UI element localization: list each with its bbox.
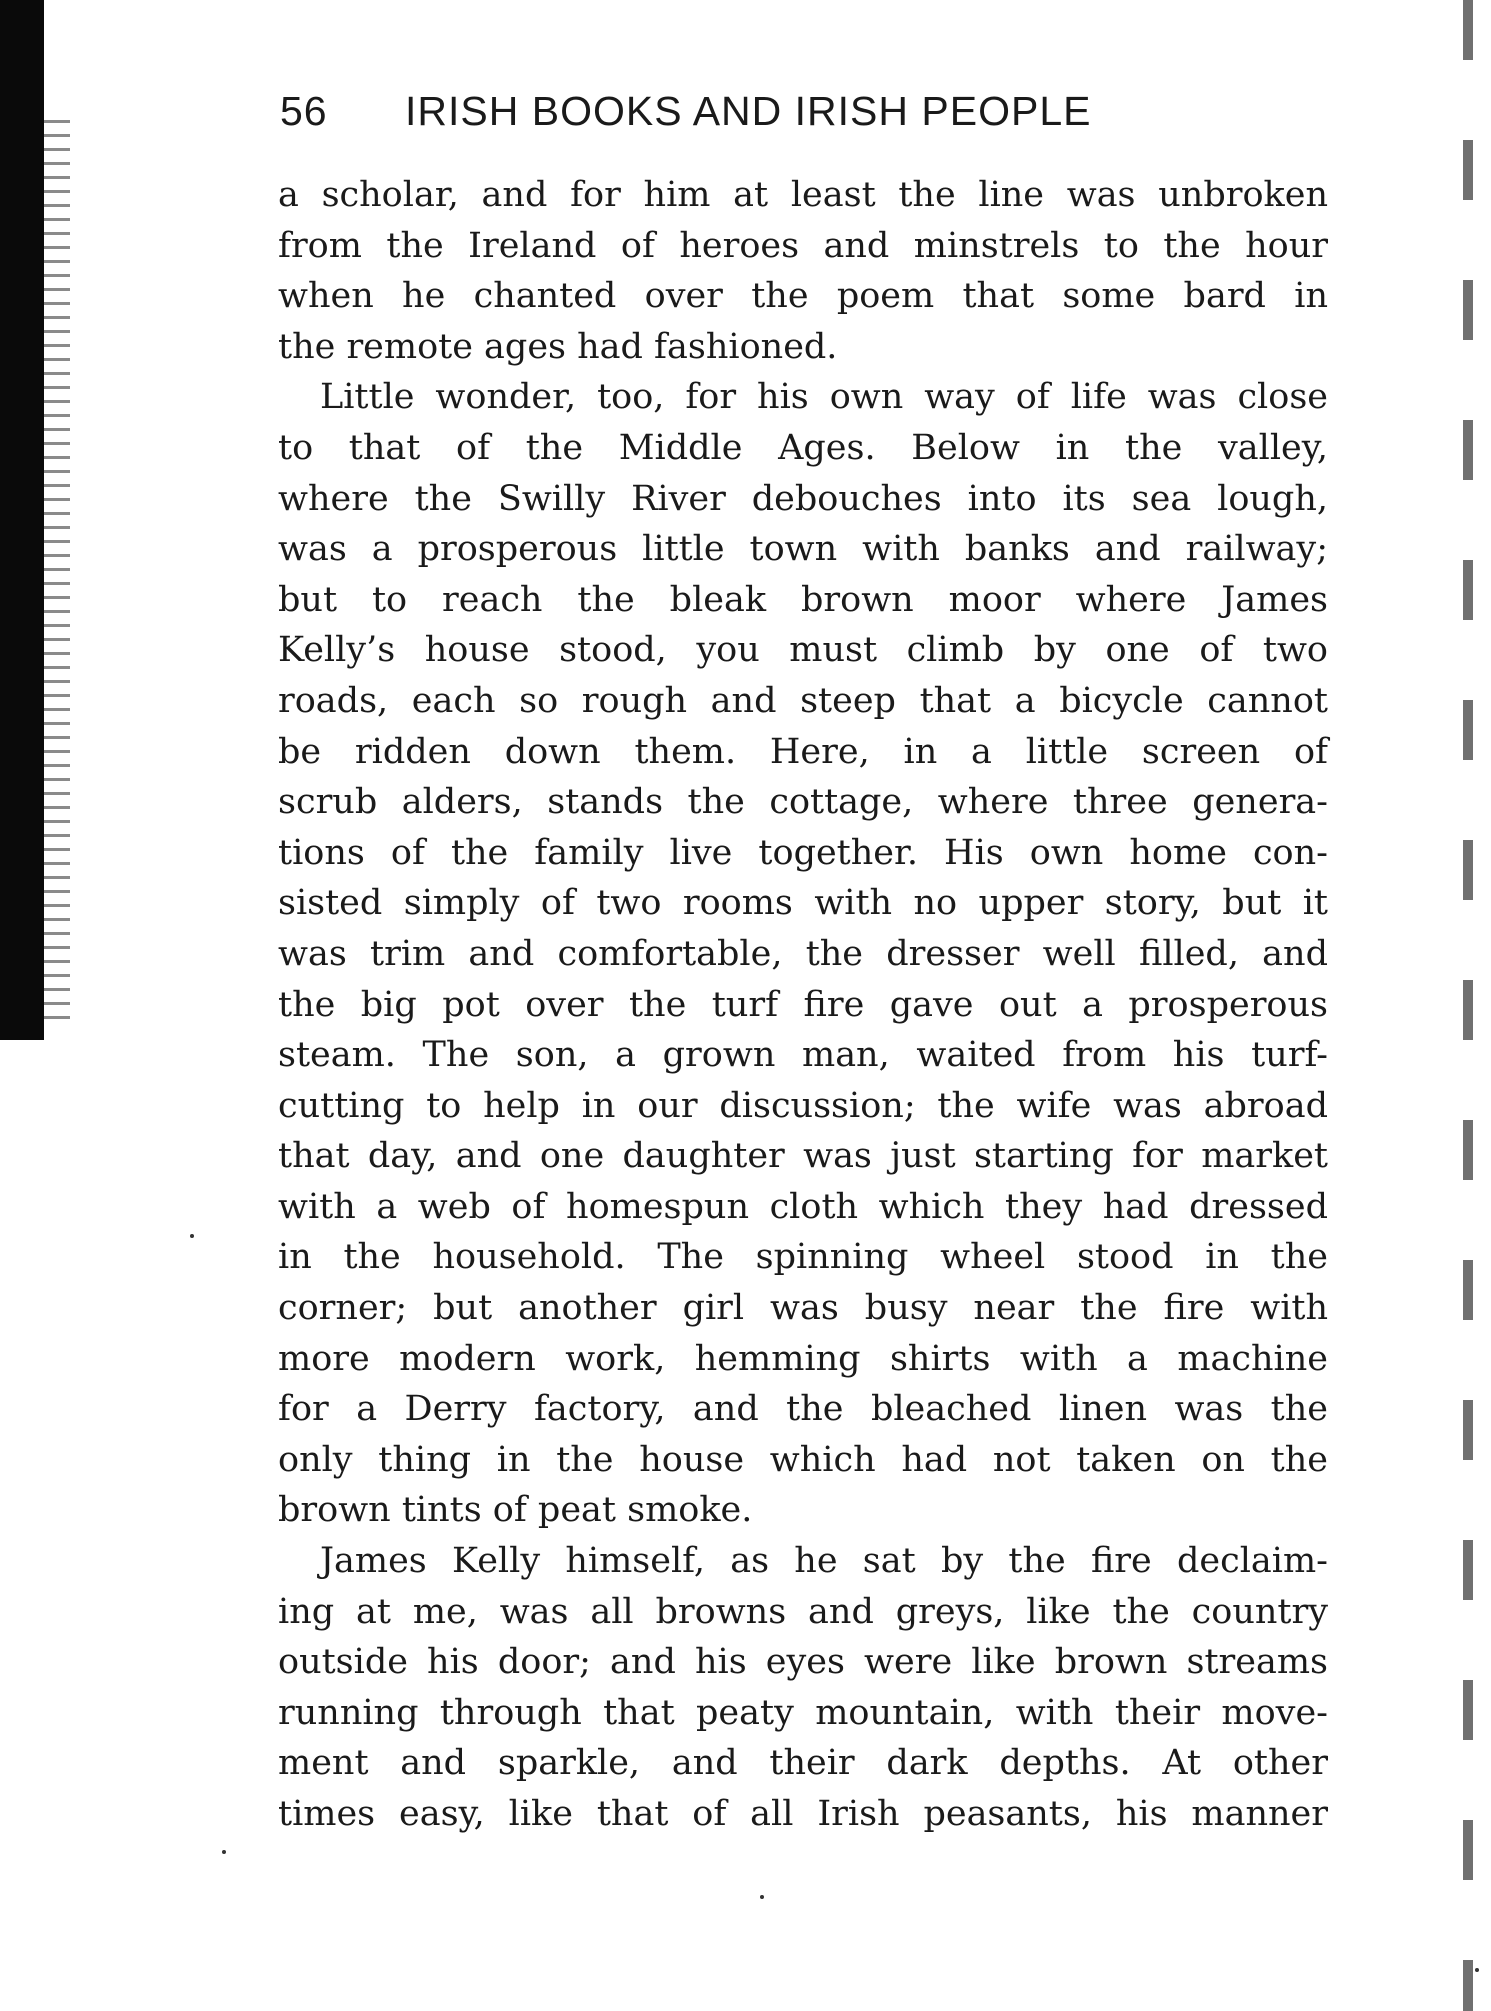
text-line: more modern work, hemming shirts with a machine	[278, 1338, 1328, 1379]
text-line: be ridden down them. Here, in a little screen of	[278, 731, 1328, 772]
text-line: Little wonder, too, for his own way of life was close	[320, 377, 1328, 418]
text-line: scrub alders, stands the cottage, where three genera-	[278, 782, 1328, 823]
text-line: cutting to help in our discussion; the wife was abroad	[278, 1085, 1328, 1126]
page-body	[278, 170, 1328, 1840]
paragraph-2	[278, 372, 1328, 1536]
scan-left-edge-fringe	[44, 120, 70, 1020]
text-line: tions of the family live together. His own home con-	[278, 832, 1328, 873]
text-line: Kelly’s house stood, you must climb by one of two	[278, 630, 1328, 671]
page-header	[280, 88, 1240, 148]
text-line: outside his door; and his eyes were like brown streams	[278, 1642, 1328, 1683]
text-line: brown tints of peat smoke.	[278, 1490, 753, 1531]
text-line: sisted simply of two rooms with no upper story, but it	[278, 883, 1328, 924]
text-line: the remote ages had fashioned.	[278, 326, 838, 367]
text-line: ing at me, was all browns and greys, like the country	[278, 1591, 1328, 1632]
text-line: with a web of homespun cloth which they had dressed	[278, 1186, 1328, 1227]
scan-speck	[222, 1850, 226, 1854]
paragraph-1	[278, 170, 1328, 372]
text-line: roads, each so rough and steep that a bicycle cannot	[278, 680, 1328, 721]
running-head: IRISH BOOKS AND IRISH PEOPLE	[405, 88, 1092, 134]
text-line: steam. The son, a grown man, waited from his turf-	[278, 1035, 1328, 1076]
text-line: James Kelly himself, as he sat by the fire declaim-	[320, 1541, 1328, 1582]
text-line: running through that peaty mountain, with their move-	[278, 1692, 1328, 1733]
text-line: where the Swilly River debouches into its sea lough,	[278, 478, 1328, 519]
text-line: for a Derry factory, and the bleached linen was the	[278, 1389, 1328, 1430]
text-line: the big pot over the turf fire gave out a prosperous	[278, 984, 1328, 1025]
text-line: was trim and comfortable, the dresser well filled, and	[278, 933, 1328, 974]
text-line: from the Ireland of heroes and minstrels to the hour	[278, 225, 1328, 266]
text-line: ment and sparkle, and their dark depths. At other	[278, 1743, 1328, 1784]
scan-speck	[1475, 1968, 1479, 1972]
paragraph-3	[278, 1536, 1328, 1840]
text-line: when he chanted over the poem that some bard in	[278, 276, 1328, 317]
text-line: but to reach the bleak brown moor where James	[278, 579, 1328, 620]
text-line: corner; but another girl was busy near the fire with	[278, 1288, 1328, 1329]
scan-speck	[760, 1895, 764, 1899]
text-line: in the household. The spinning wheel stood in the	[278, 1237, 1328, 1278]
scan-right-edge-shadow	[1463, 0, 1473, 2011]
text-line: was a prosperous little town with banks and railway;	[278, 529, 1328, 570]
page-number: 56	[280, 88, 328, 134]
text-line: that day, and one daughter was just starting for market	[278, 1136, 1328, 1177]
scan-speck	[190, 1234, 194, 1238]
text-line: to that of the Middle Ages. Below in the valley,	[278, 427, 1328, 468]
scan-left-edge-shadow	[0, 0, 44, 1040]
text-line: a scholar, and for him at least the line was unbroken	[278, 175, 1328, 215]
text-line: times easy, like that of all Irish peasants, his manner	[278, 1794, 1328, 1834]
text-line: only thing in the house which had not taken on the	[278, 1439, 1328, 1480]
